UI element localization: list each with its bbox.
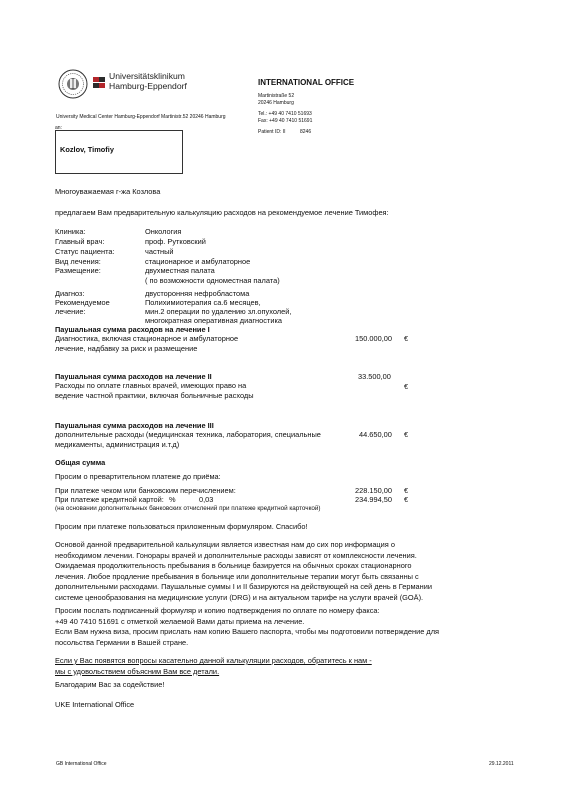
office-fax: Fax: +49 40 7410 51691 <box>258 118 313 125</box>
to-label: an: <box>55 125 62 131</box>
detail-key: Вид лечения: <box>55 257 101 266</box>
euro-sign: € <box>404 334 409 343</box>
diagnosis-key: Диагноз: <box>55 289 85 298</box>
section-title: Паушальная сумма расходов на лечение II <box>55 372 212 381</box>
paragraph-line: посольства Германии в Вашей стране. <box>55 637 189 647</box>
prepay-text: Просим о превартительном платеже до приёма: <box>55 472 221 481</box>
footer-left: GB International Office <box>56 761 107 767</box>
sender-address-line: University Medical Center Hamburg-Eppendorf Martinistr.52 20246 Hamburg <box>56 114 226 120</box>
detail-key: Статус пациента: <box>55 247 115 256</box>
paragraph-line: мы с удовольствием объясним Вам все детали. <box>55 666 220 676</box>
total-title: Общая сумма <box>55 458 106 467</box>
university-name-line1: Universitätsklinikum <box>109 71 185 81</box>
paragraph-line: Если Вам нужна виза, просим прислать нам копию Вашего паспорта, чтобы мы подготовили потверждение для <box>55 627 440 637</box>
office-city: 20246 Hamburg <box>258 100 294 107</box>
detail-value: ( по возможности одноместная палата) <box>145 276 280 285</box>
paragraph-line: системе ценообразования на медицинские услуги (DRG) и на актуальном тарифе на услуги врачей (GOÄ). <box>55 592 424 602</box>
footer-date: 29.12.2011 <box>489 761 514 767</box>
paragraph-line: лечения. Любое продление пребывания в больнице или дополнительные терапии могут быть связанны с <box>55 571 419 581</box>
detail-key: Клиника: <box>55 227 86 236</box>
university-flag-icon <box>93 75 105 86</box>
greeting: Многоуважаемая г-жа Козлова <box>55 187 161 196</box>
paragraph-line: дополнительными расходами. Паушальные суммы I и II базируются на действующей на сей день в Германии <box>55 582 432 592</box>
patient-id-value: 8246 <box>300 129 312 135</box>
paragraph-line: Если у Вас появятся вопросы касательно данной калькуляции расходов, обратитесь к нам - <box>55 656 372 665</box>
recommended-line: Полихимиотерапия са.6 месяцев, <box>145 298 261 307</box>
form-request: Просим при платеже пользоваться приложенным формуляром. Спасибо! <box>55 522 308 531</box>
recipient-address-box <box>55 130 183 174</box>
section-amount: 33.500,00 <box>358 372 391 381</box>
section-amount: 44.650,00 <box>359 430 392 439</box>
paragraph-line: Просим послать подписанный формуляр и копию подтверждения по оплате по номеру факса: <box>55 606 380 615</box>
section-line: Диагностика, включая стационарное и амбулаторное <box>55 334 239 343</box>
signature: UKE International Office <box>55 700 135 709</box>
recipient-name: Kozlov, Timofiy <box>60 145 114 154</box>
section-line: лечение, надбавку за риск и размещение <box>55 344 198 353</box>
office-address <box>258 93 294 108</box>
detail-value: двухместная палата <box>145 266 215 275</box>
section-amount: 150.000,00 <box>355 334 392 343</box>
paragraph-line: необходимом лечении. Гонорары врачей и дополнительные расходы зависят от комплексности лечения. <box>55 550 417 560</box>
thanks-text: Благодарим Вас за содействие! <box>55 680 165 689</box>
section-line: ведение частной практики, включая больничные расходы <box>55 391 254 400</box>
paragraph-line: Основой данной предварительной калькуляции является известная нам до сих пор информация о <box>55 540 395 549</box>
university-name-line2: Hamburg-Eppendorf <box>109 80 187 91</box>
recommended-line: многократная оперативная диагностика <box>145 316 282 325</box>
card-percent-value: 0,03 <box>199 495 214 504</box>
office-title: INTERNATIONAL OFFICE <box>258 78 355 87</box>
questions-paragraph <box>55 656 372 677</box>
detail-value: стационарное и амбулаторное <box>145 257 251 266</box>
paragraph-line: +49 40 7410 51691 с отметкой желаемой Вами даты приема на лечение. <box>55 616 305 626</box>
diagnosis-value: двусторонняя нефробластома <box>145 289 250 298</box>
detail-value: проф. Рутковский <box>145 237 206 246</box>
recommended-key: лечение: <box>55 307 86 316</box>
recommended-line: мин.2 операции по удалению зл.опухолей, <box>145 307 292 316</box>
intro-text: предлагаем Вам предварительную калькуляцию расходов на рекомендуемое лечение Тимофея: <box>55 208 389 217</box>
office-street: Martinistraße 52 <box>258 93 295 99</box>
check-payment-amount: 228.150,00 <box>355 486 392 495</box>
section-title: Паушальная сумма расходов на лечение III <box>55 421 214 430</box>
recommended-key: Рекомендуемое <box>55 298 110 307</box>
card-payment-label: При платеже кредитной картой: <box>55 495 164 504</box>
euro-sign: € <box>404 382 409 391</box>
section-line: Расходы по оплате главных врачей, имеющих право на <box>55 381 247 390</box>
basis-paragraph <box>55 540 432 604</box>
office-tel: Tel.: +49 40 7410 51693 <box>258 111 312 117</box>
patient-id-label: Patient ID: II <box>258 129 286 135</box>
paragraph-line: Ожидаемая продолжительность пребывания в больнице базируется на обычных сроках стационарного <box>55 561 412 571</box>
euro-sign: € <box>404 486 409 495</box>
card-note: (на основании дополнительных банковских отчислений при платеже кредитной карточкой) <box>55 505 321 512</box>
detail-key: Главный врач: <box>55 237 105 246</box>
detail-value: Онкология <box>145 227 182 236</box>
card-payment-amount: 234.994,50 <box>355 495 392 504</box>
section-title: Паушальная сумма расходов на лечение I <box>55 325 210 334</box>
detail-key: Размещение: <box>55 266 101 275</box>
section-line: дополнительные расходы (медицинская техника, лаборатория, специальные <box>55 430 321 439</box>
check-payment-label: При платеже чеком или банковским перечислением: <box>55 486 236 495</box>
fax-paragraph <box>55 606 439 648</box>
euro-sign: € <box>404 430 409 439</box>
section-line: медикаменты, администрация и.т.д) <box>55 440 180 449</box>
detail-value: частный <box>145 247 174 256</box>
university-name <box>109 72 187 91</box>
university-seal <box>58 69 88 99</box>
euro-sign: € <box>404 495 409 504</box>
office-contacts <box>258 111 312 126</box>
card-percent-sign: % <box>169 495 176 504</box>
